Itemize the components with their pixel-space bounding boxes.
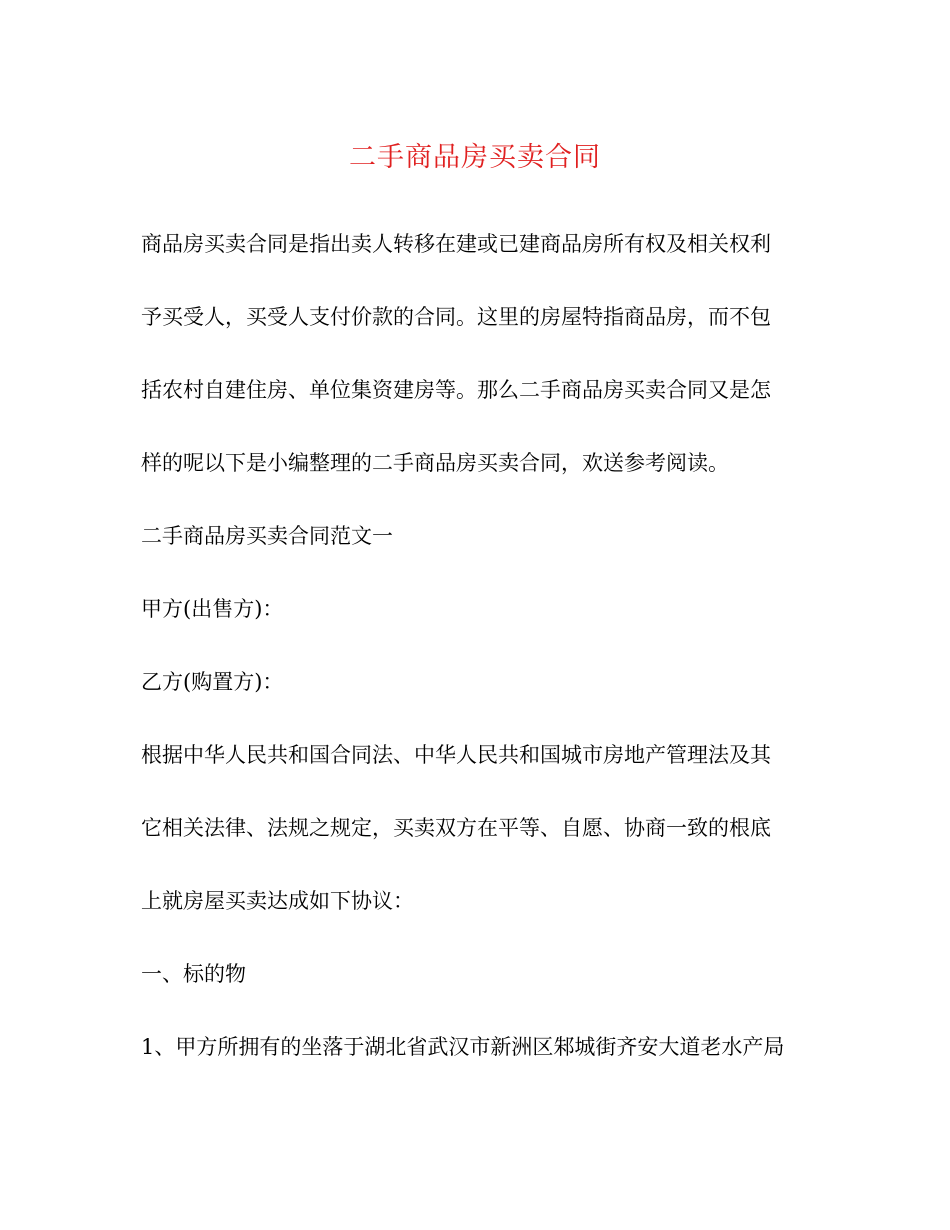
basis-line-1: 根据中华人民共和国合同法、中华人民共和国城市房地产管理法及其 — [141, 743, 771, 767]
party-a-line: 甲方(出售方)： — [141, 597, 284, 621]
intro-line-3: 括农村自建住房、单位集资建房等。那么二手商品房买卖合同又是怎 — [141, 378, 771, 402]
basis-line-2: 它相关法律、法规之规定，买卖双方在平等、自愿、协商一致的根底 — [141, 816, 771, 840]
section-heading: 二手商品房买卖合同范文一 — [141, 524, 393, 548]
intro-line-1: 商品房买卖合同是指出卖人转移在建或已建商品房所有权及相关权利 — [141, 232, 771, 256]
basis-line-3: 上就房屋买卖达成如下协议： — [141, 889, 414, 913]
intro-line-2: 予买受人，买受人支付价款的合同。这里的房屋特指商品房，而不包 — [141, 305, 771, 329]
party-b-line: 乙方(购置方)： — [141, 670, 284, 694]
clause-1-line: 1、甲方所拥有的坐落于湖北省武汉市新洲区邾城街齐安大道老水产局 — [141, 1035, 785, 1059]
clause-heading: 一、标的物 — [141, 962, 246, 986]
intro-line-4: 样的呢以下是小编整理的二手商品房买卖合同，欢送参考阅读。 — [141, 451, 729, 475]
document-title: 二手商品房买卖合同 — [349, 142, 601, 173]
